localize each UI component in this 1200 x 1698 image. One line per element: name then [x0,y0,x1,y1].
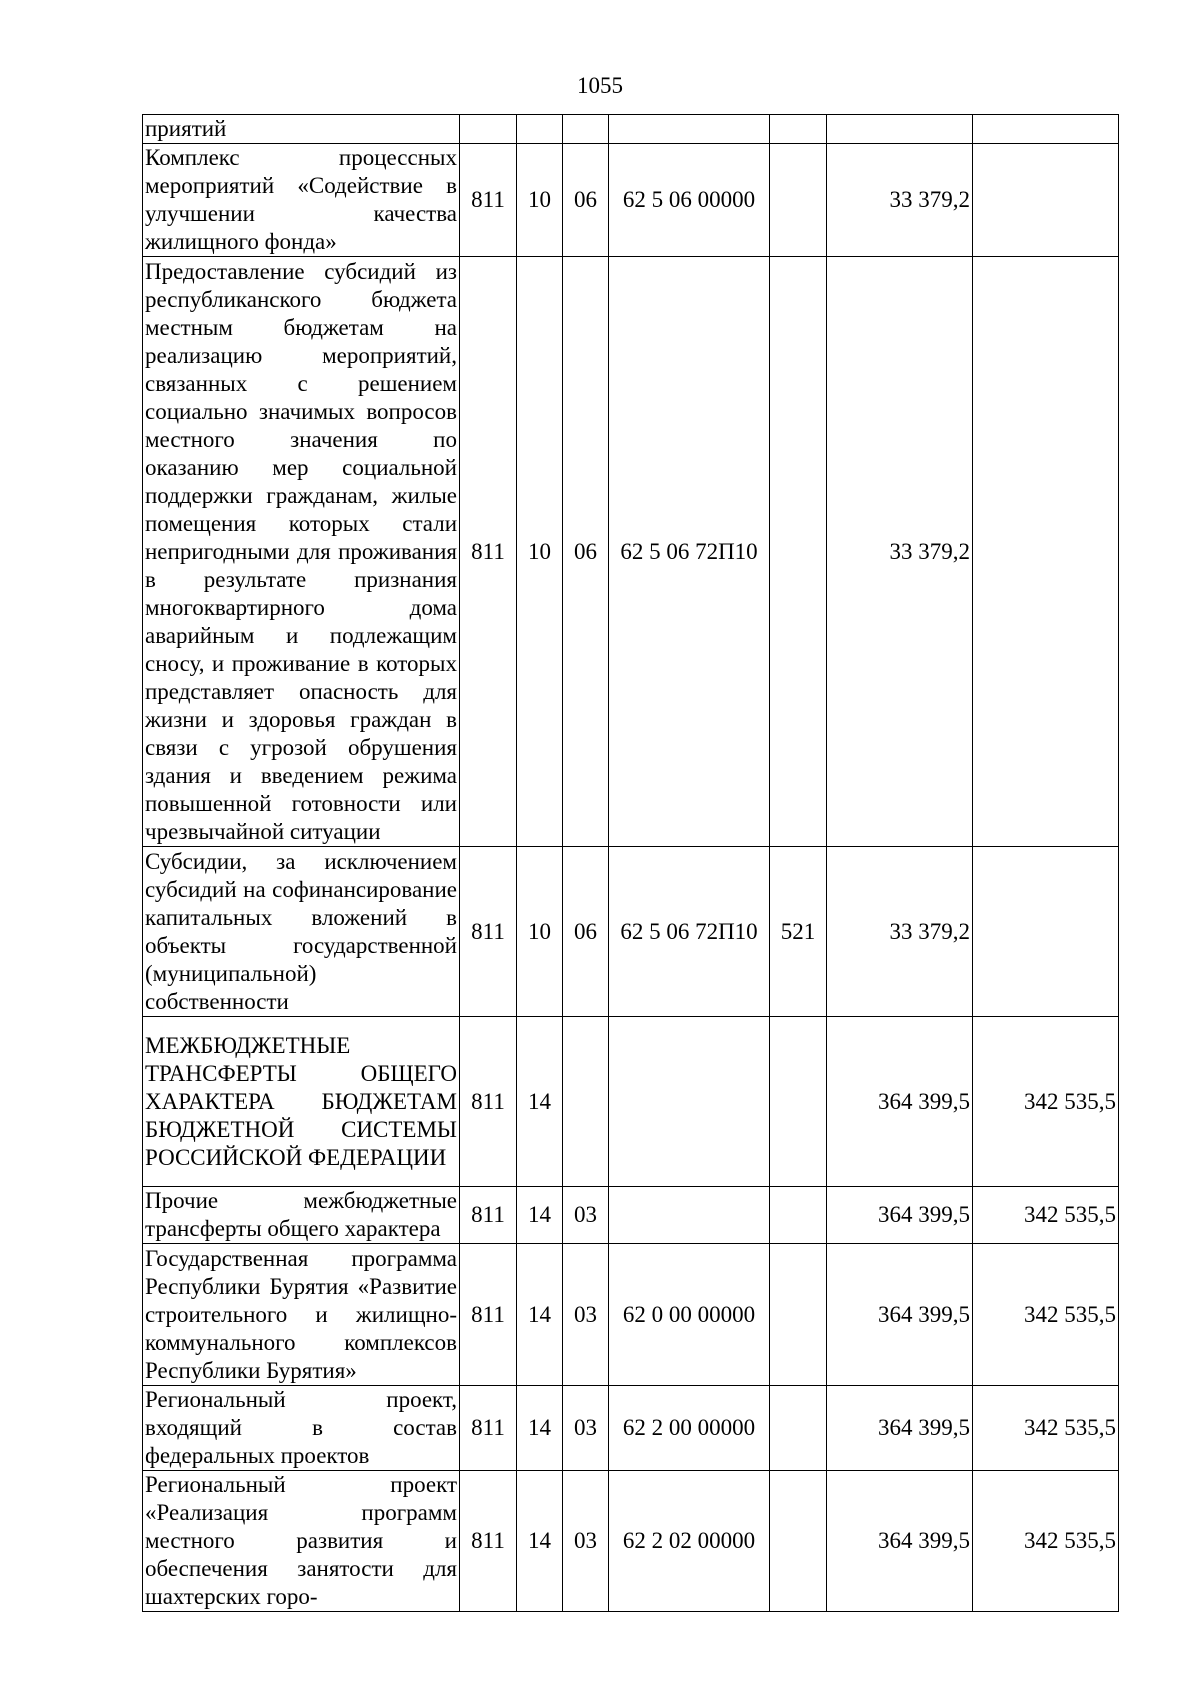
row-name: Субсидии, за исключением субсидий на софинансирование капитальных вложений в объекты государственной (муниципальной) собственности [143,847,460,1017]
target-code: 62 0 00 00000 [609,1244,770,1386]
subsection-code [563,115,609,144]
table-row [143,144,1119,257]
row-name: Прочие межбюджетные трансферты общего характера [143,1187,460,1244]
subsection-code: 03 [563,1187,609,1244]
sum-1: 33 379,2 [827,144,973,257]
section-code: 10 [517,847,563,1017]
target-code [609,1017,770,1187]
row-name: Государственная программа Республики Бурятия «Развитие строительного и жилищно-коммунального комплексов Республики Бурятия» [143,1244,460,1386]
budget-table [142,114,1119,1612]
ministry-code [460,115,517,144]
sum-1: 33 379,2 [827,847,973,1017]
sum-1: 33 379,2 [827,257,973,847]
sum-1: 364 399,5 [827,1471,973,1612]
sum-2: 342 535,5 [973,1386,1119,1471]
table-row [143,1471,1119,1612]
target-code: 62 2 00 00000 [609,1386,770,1471]
expense-type-code: 521 [770,847,827,1017]
table-row [143,1017,1119,1187]
row-name: Региональный проект, входящий в состав федеральных проектов [143,1386,460,1471]
subsection-code: 03 [563,1471,609,1612]
table-row [143,257,1119,847]
ministry-code: 811 [460,144,517,257]
sum-1: 364 399,5 [827,1017,973,1187]
expense-type-code [770,1017,827,1187]
section-code: 10 [517,144,563,257]
section-code: 14 [517,1244,563,1386]
sum-2 [973,847,1119,1017]
subsection-code: 03 [563,1244,609,1386]
sum-2: 342 535,5 [973,1017,1119,1187]
table-row [143,847,1119,1017]
sum-2: 342 535,5 [973,1244,1119,1386]
target-code: 62 2 02 00000 [609,1471,770,1612]
row-name: приятий [143,115,460,144]
row-name: Предоставление субсидий из республиканского бюджета местным бюджетам на реализацию мероприятий, связанных с решением социально значимых вопросов местного значения по оказанию мер социальной поддержки гражданам, жилые помещения которых стали непригодными для проживания в результате признания многоквартирного дома аварийным и подлежащим сносу, и проживание в которых представляет опасность для жизни и здоровья граждан в связи с угрозой обрушения здания и введением режима повышенной готовности или чрезвычайной ситуации [143,257,460,847]
ministry-code: 811 [460,1386,517,1471]
target-code: 62 5 06 72П10 [609,257,770,847]
section-code: 14 [517,1187,563,1244]
expense-type-code [770,115,827,144]
expense-type-code [770,1386,827,1471]
page-number: 1055 [577,73,623,98]
sum-1 [827,115,973,144]
row-name: МЕЖБЮДЖЕТНЫЕ ТРАНСФЕРТЫ ОБЩЕГО ХАРАКТЕРА БЮДЖЕТАМ БЮДЖЕТНОЙ СИСТЕМЫ РОССИЙСКОЙ ФЕДЕРАЦИИ [143,1017,460,1187]
table-row [143,1187,1119,1244]
sum-2: 342 535,5 [973,1187,1119,1244]
target-code [609,1187,770,1244]
sum-2 [973,115,1119,144]
section-code: 10 [517,257,563,847]
section-code: 14 [517,1386,563,1471]
ministry-code: 811 [460,1244,517,1386]
subsection-code: 03 [563,1386,609,1471]
ministry-code: 811 [460,1471,517,1612]
sum-1: 364 399,5 [827,1244,973,1386]
target-code [609,115,770,144]
sum-2 [973,144,1119,257]
table-row [143,1244,1119,1386]
row-name: Комплекс процессных мероприятий «Содействие в улучшении качества жилищного фонда» [143,144,460,257]
subsection-code: 06 [563,847,609,1017]
subsection-code [563,1017,609,1187]
ministry-code: 811 [460,847,517,1017]
expense-type-code [770,144,827,257]
ministry-code: 811 [460,257,517,847]
section-code [517,115,563,144]
expense-type-code [770,1471,827,1612]
target-code: 62 5 06 72П10 [609,847,770,1017]
ministry-code: 811 [460,1187,517,1244]
table-row [143,1386,1119,1471]
sum-2 [973,257,1119,847]
sum-2: 342 535,5 [973,1471,1119,1612]
expense-type-code [770,1244,827,1386]
sum-1: 364 399,5 [827,1187,973,1244]
table-row [143,115,1119,144]
subsection-code: 06 [563,257,609,847]
sum-1: 364 399,5 [827,1386,973,1471]
subsection-code: 06 [563,144,609,257]
target-code: 62 5 06 00000 [609,144,770,257]
section-code: 14 [517,1017,563,1187]
section-code: 14 [517,1471,563,1612]
expense-type-code [770,1187,827,1244]
row-name: Региональный проект «Реализация программ местного развития и обеспечения занятости для шахтерских горо- [143,1471,460,1612]
ministry-code: 811 [460,1017,517,1187]
expense-type-code [770,257,827,847]
